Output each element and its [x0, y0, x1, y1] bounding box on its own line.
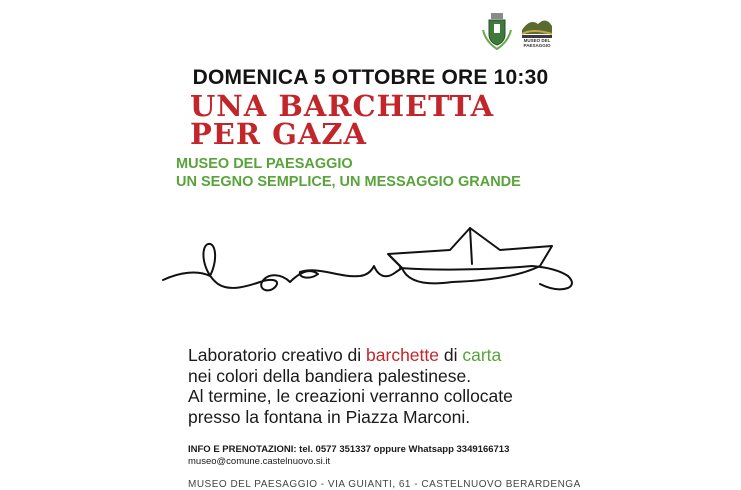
event-title	[190, 89, 495, 151]
subtitle-line-1: MUSEO DEL PAESAGGIO	[176, 156, 353, 172]
title-line-2: PER GAZA	[190, 117, 368, 151]
event-subtitle	[176, 155, 521, 191]
booking-phones-line	[188, 444, 509, 456]
booking-label: INFO E PRENOTAZIONI:	[188, 444, 297, 455]
description-line-3: Al termine, le creazioni verranno collocate	[188, 386, 513, 406]
subtitle-line-2: UN SEGNO SEMPLICE, UN MESSAGGIO GRANDE	[176, 174, 521, 190]
title-line-1: UNA BARCHETTA	[190, 89, 495, 123]
event-date: DOMENICA 5 OTTOBRE ORE 10:30	[192, 66, 549, 89]
comune-coat-of-arms-icon	[480, 12, 514, 52]
museum-address: MUSEO DEL PAESAGGIO - VIA GUIANTI, 61 - CASTELNUOVO BERARDENGA	[188, 479, 581, 490]
museo-logo-text: MUSEO DEL PAESAGGIO	[523, 38, 551, 48]
description-line-1	[188, 345, 513, 366]
booking-email[interactable]: museo@comune.castelnuovo.si.it	[188, 456, 331, 467]
booking-info	[188, 444, 509, 468]
description-line-2: nei colori della bandiera palestinese.	[188, 365, 472, 386]
description-line-4: presso la fontana in Piazza Marconi.	[188, 406, 471, 427]
description-text: Laboratorio creativo di	[188, 345, 367, 365]
event-description	[188, 345, 513, 427]
highlight-green: carta	[462, 345, 502, 365]
paper-boat-drawing	[160, 220, 580, 300]
highlight-red: barchette	[366, 345, 439, 365]
description-text: di	[439, 345, 463, 365]
booking-phones: tel. 0577 351337 oppure Whatsapp 3349166713	[296, 444, 510, 455]
